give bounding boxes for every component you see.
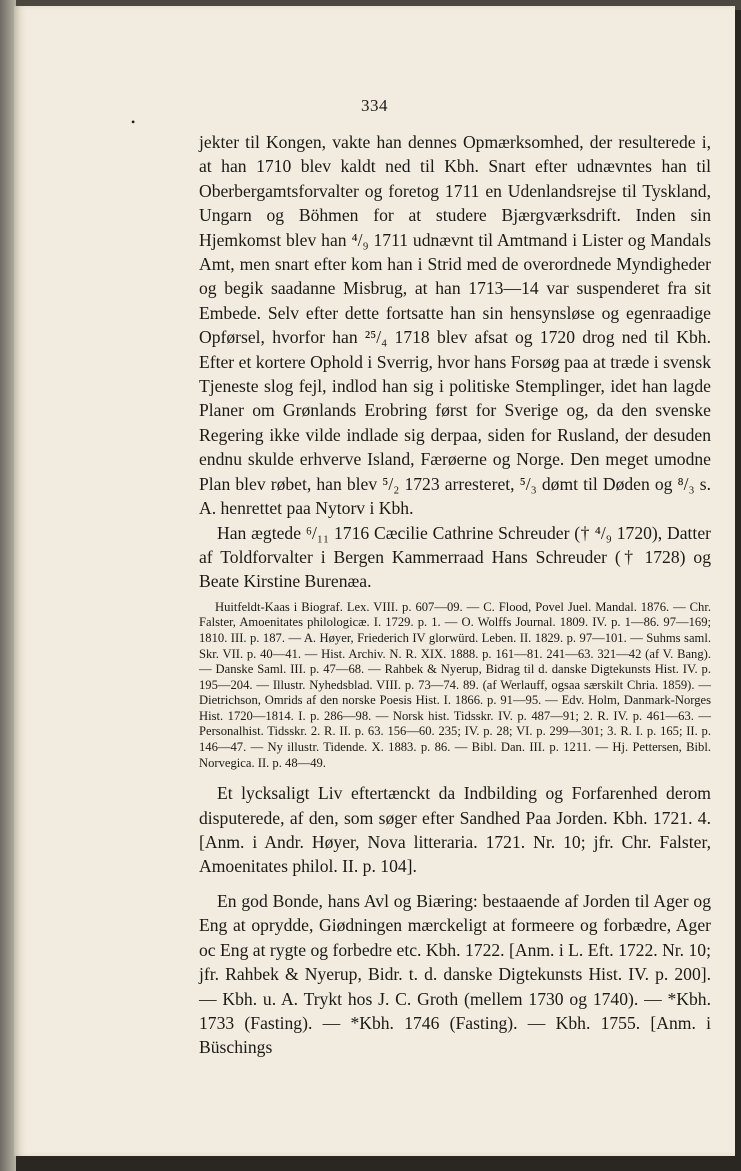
biography-paragraph-1: jekter til Kongen, vakte han dennes Opmærksomhed, der resulterede i, at han 1710 blev kaldt ned til Kbh. Snart efter udnævntes han til Oberbergamtsforvalter og foretog 1711 en Udenlandsrejse til Tyskland, Ungarn og Böhmen for at studere Bjærgværksdrift. Inden sin Hjemkomst blev han ⁴/₉ 1711 udnævnt til Amtmand i Lister og Mandals Amt, men snart efter kom han i Strid med de overordnede Myndigheder og begik saadanne Misbrug, at han 1713—14 var suspenderet fra sit Embede. Selv efter dette fortsatte han sin hensynsløse og egenraadige Opførsel, hvorfor han ²⁵/₄ 1718 blev afsat og 1720 drog ned til Kbh. Efter et kortere Ophold i Sverrig, hvor hans Forsøg paa at træde i svensk Tjeneste slog fejl, indlod han sig i politiske Stemplinger, idet han lagde Planer om Grønlands Erobring først for Sverige og, da den svenske Regering ikke vilde indlade sig derpaa, siden for Rusland, der desuden endnu skulde erhverve Island, Færøerne og Norge. Den meget umodne Plan blev røbet, han blev ⁵/₂ 1723 arresteret, ⁵/₃ dømt til Døden og ⁸/₃ s. A. henrettet paa Nytorv i Kbh. <box>199 132 711 519</box>
work-entry-1: Et lycksaligt Liv eftertænckt da Indbilding og Forfarenhed derom disputerede, af den, som søger efter Sandhed Paa Jorden. Kbh. 1721. 4. [Anm. i Andr. Høyer, Nova litteraria. 1721. Nr. 10; jfr. Chr. Falster, Amoenitates philol. II. p. 104]. <box>199 783 711 877</box>
work-entry-2: En god Bonde, hans Avl og Biæring: bestaaende af Jorden til Ager og Eng at oprydde, Giødningen mærckeligt at formeere og forbædre, Ager oc Eng at rygte og forbedre etc. Kbh. 1722. [Anm. i L. Eft. 1722. Nr. 10; jfr. Rahbek & Nyerup, Bidr. t. d. danske Digtekunsts Hist. IV. p. 200]. — Kbh. u. A. Trykt hos J. C. Groth (mellem 1730 og 1740). — *Kbh. 1733 (Fasting). — *Kbh. 1746 (Fasting). — Kbh. 1755. [Anm. i Büschings <box>199 890 711 1058</box>
biography-paragraph-2: Han ægtede ⁶/₁₁ 1716 Cæcilie Cathrine Schreuder († ⁴/₉ 1720), Datter af Toldforvalter i Bergen Kammerraad Hans Schreuder († 1728) og Beate Kirstine Burenæa. <box>199 522 711 592</box>
references-block: Huitfeldt-Kaas i Biograf. Lex. VIII. p. 607—09. — C. Flood, Povel Juel. Mandal. 1876. — Chr. Falster, Amoenitates philologicæ. I. 1729. p. 1. — O. Wolffs Journal. 1809. IV. p. 1—86. 97—169; 1810. III. p. 187. — A. Høyer, Friederich IV glorwürd. Leben. II. 1829. p. 97—101. — Suhms saml. Skr. VII. p. 40—41. — Hist. Archiv. N. R. XIX. 1888. p. 161—81. 241—63. 321—42 (af V. Bang). — Danske Saml. III. p. 47—68. — Rahbek & Nyerup, Bidrag til d. danske Digtekunsts Hist. IV. p. 195—204. — Illustr. Nyhedsblad. VIII. p. 73—74. 89. (af Werlauff, ogsaa særskilt Chria. 1859). — Dietrichson, Omrids af den norske Poesis Hist. I. 1866. p. 91—95. — Edv. Holm, Danmark-Norges Hist. 1720—1814. I. p. 286—98. — Norsk hist. Tidsskr. IV. p. 487—91; 2. R. IV. p. 461—63. — Personalhist. Tidsskr. 2. R. II. p. 63. 156—60. 235; IV. p. 28; VI. p. 299—301; 3. R. I. p. 165; II. p. 146—47. — Ny illustr. Tidende. X. 1883. p. 86. — Bibl. Dan. III. p. 1211. — Hj. Pettersen, Bibl. Norvegica. II. p. 48—49. <box>199 599 711 770</box>
page-number: 334 <box>361 96 388 115</box>
page-text <box>199 130 711 1060</box>
book-page <box>14 6 735 1156</box>
margin-mark: • <box>131 115 136 129</box>
